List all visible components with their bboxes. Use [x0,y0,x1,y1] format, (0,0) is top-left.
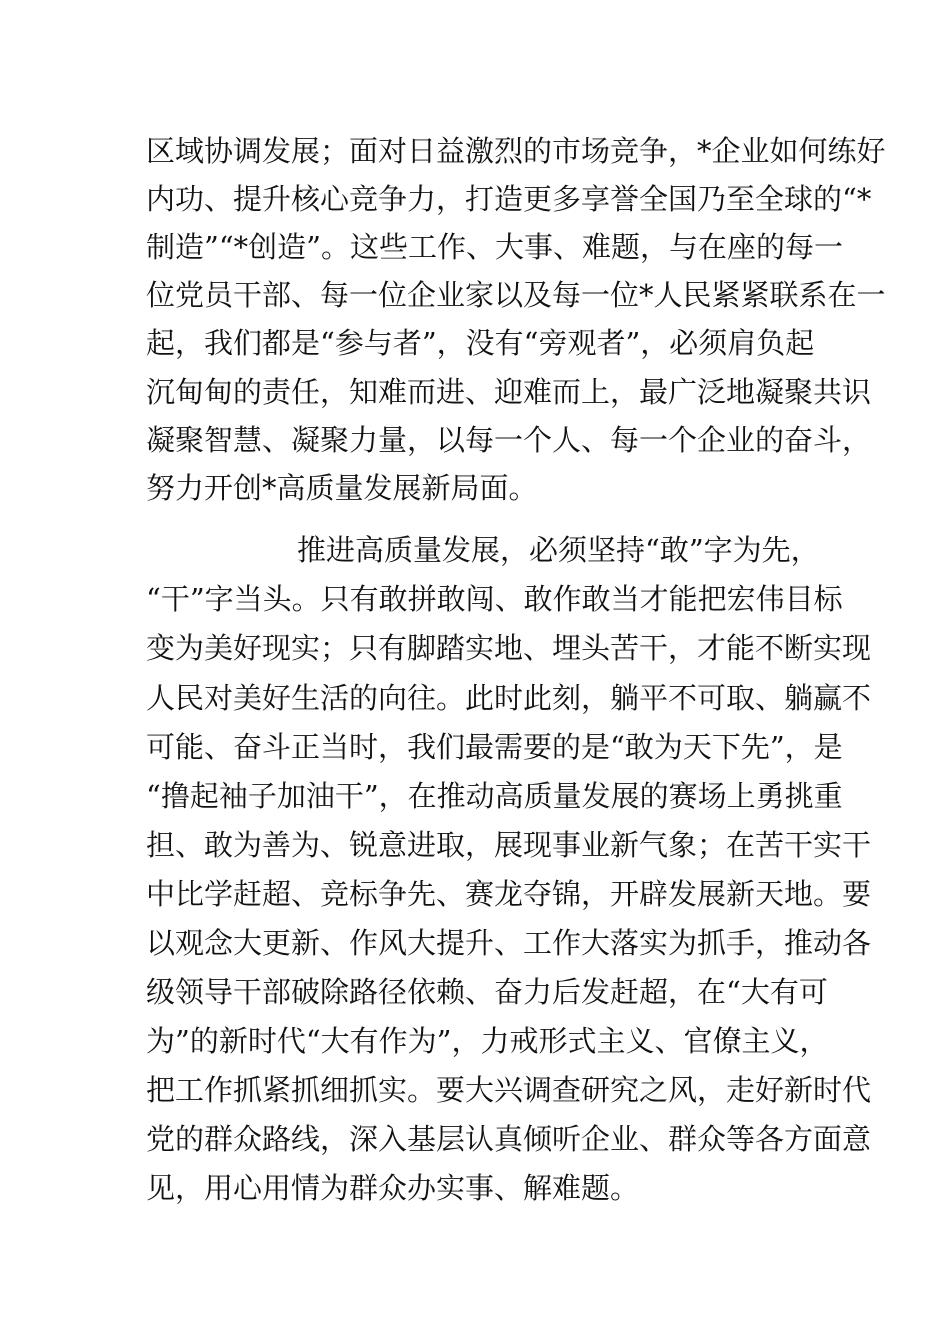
text-line: 推进高质量发展，必须坚持“敢”字为先， [297,533,820,567]
text-line: 凝聚智慧、凝聚力量，以每一个人、每一个企业的奋斗， [146,423,872,457]
text-line: 级领导干部破除路径依赖、奋力后发赶超，在“大有可 [146,975,828,1009]
text-line: 制造”“*创造”。这些工作、大事、难题，与在座的每一 [146,230,843,264]
text-line: 中比学赶超、竞标争先、赛龙夺锦，开辟发展新天地。要 [146,877,872,911]
text-line: 区域协调发展；面对日益激烈的市场竞争，*企业如何练好 [146,134,886,168]
text-line: “干”字当头。只有敢拼敢闯、敢作敢当才能把宏伟目标 [146,582,843,616]
text-line: 党的群众路线，深入基层认真倾听企业、群众等各方面意 [146,1122,872,1156]
text-line: “撸起袖子加油干”，在推动高质量发展的赛场上勇挑重 [146,779,843,813]
text-line: 人民对美好生活的向往。此时此刻，躺平不可取、躺赢不 [146,681,872,715]
text-line: 变为美好现实；只有脚踏实地、埋头苦干，才能不断实现 [146,631,872,665]
text-line: 为”的新时代“大有作为”，力戒形式主义、官僚主义， [146,1024,829,1058]
text-line: 以观念大更新、作风大提升、工作大落实为抓手，推动各 [146,926,872,960]
text-line: 把工作抓紧抓细抓实。要大兴调查研究之风，走好新时代 [146,1073,872,1107]
text-line: 内功、提升核心竞争力，打造更多享誉全国乃至全球的“* [146,182,872,216]
text-line: 见，用心用情为群众办实事、解难题。 [146,1171,640,1205]
text-line: 起，我们都是“参与者”，没有“旁观者”，必须肩负起 [146,326,815,360]
text-line: 沉甸甸的责任，知难而进、迎难而上，最广泛地凝聚共识 [146,375,872,409]
text-line: 位党员干部、每一位企业家以及每一位*人民紧紧联系在一 [146,278,886,312]
text-line: 担、敢为善为、锐意进取，展现事业新气象；在苦干实干 [146,828,872,862]
text-line: 可能、奋斗正当时，我们最需要的是“敢为天下先”，是 [146,730,843,764]
text-line: 努力开创*高质量发展新局面。 [146,471,538,505]
